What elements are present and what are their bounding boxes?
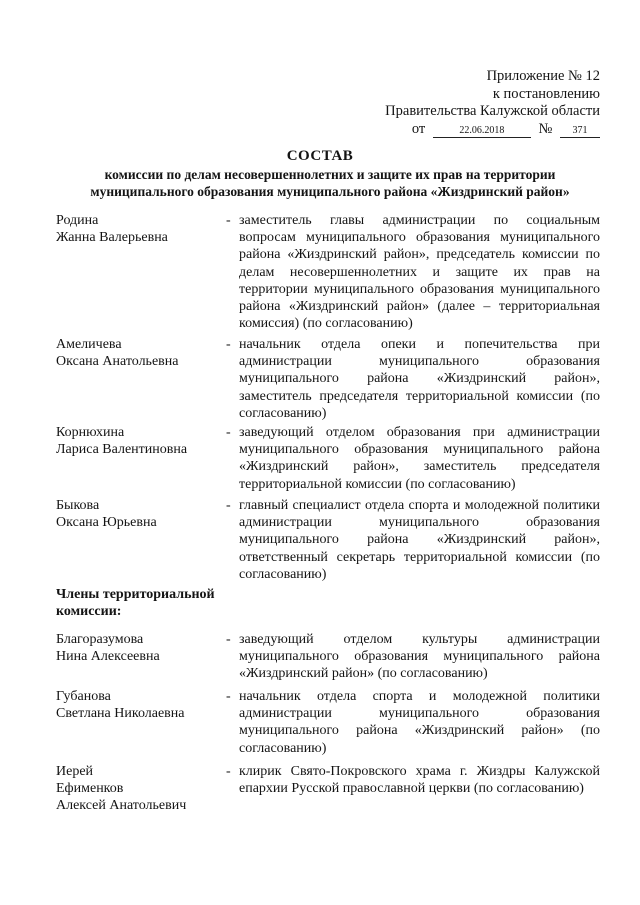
person-position: начальник отдела опеки и попечительства при администрации муниципального образования муниципального района «Жиздринский район», заместитель председателя территориальной комиссии (по согласованию) bbox=[239, 337, 600, 421]
entry-dash: - bbox=[226, 425, 231, 440]
person-position: главный специалист отдела спорта и молодежной политики администрации муниципального образования муниципального района «Жиздринский район», ответственный секретарь территориальной комиссии (по согласованию) bbox=[239, 498, 600, 582]
person-position: заведующий отделом образования при администрации муниципального образования муниципального района «Жиздринский район», заместитель председателя территориальной комиссии (по согласованию) bbox=[239, 425, 600, 492]
appendix-date-line bbox=[385, 121, 600, 139]
appendix-authority: Правительства Калужской области bbox=[385, 103, 600, 119]
person-name: Быкова Оксана Юрьевна bbox=[56, 498, 157, 531]
person-name: Иерей Ефименков Алексей Анатольевич bbox=[56, 764, 187, 814]
entry-dash: - bbox=[226, 689, 231, 704]
entry-dash: - bbox=[226, 764, 231, 779]
person-position: начальник отдела спорта и молодежной политики администрации муниципального образования муниципального района «Жиздринский район» (по согласованию) bbox=[239, 689, 600, 756]
decree-date: 22.06.2018 bbox=[433, 124, 531, 138]
person-position: заведующий отделом культуры администрации муниципального образования муниципального района «Жиздринский район» (по согласованию) bbox=[239, 632, 600, 682]
document-subtitle: комиссии по делам несовершеннолетних и защите их прав на территории муниципального образования муниципального района «Жиздринский район» bbox=[90, 167, 570, 199]
person-name: Корнюхина Лариса Валентиновна bbox=[56, 425, 188, 458]
entry-dash: - bbox=[226, 213, 231, 228]
person-name: Родина Жанна Валерьевна bbox=[56, 213, 168, 246]
person-position: клирик Свято-Покровского храма г. Жиздры Калужской епархии Русской православной церкви (по согласованию) bbox=[239, 764, 600, 797]
appendix-header bbox=[385, 68, 600, 138]
number-label: № bbox=[538, 120, 553, 137]
entry-dash: - bbox=[226, 632, 231, 647]
person-name: Амеличева Оксана Анатольевна bbox=[56, 337, 179, 370]
person-position: заместитель главы администрации по социальным вопросам муниципального образования муниципального района «Жиздринский район», председатель комиссии по делам несовершеннолетних и защите их прав на территории муниципального образования муниципального района «Жиздринский район» (далее – территориальная комиссия) (по согласованию) bbox=[239, 213, 600, 332]
entry-dash: - bbox=[226, 498, 231, 513]
entry-dash: - bbox=[226, 337, 231, 352]
decree-number: 371 bbox=[560, 124, 600, 138]
person-name: Губанова Светлана Николаевна bbox=[56, 689, 185, 722]
from-label: от bbox=[411, 120, 426, 137]
appendix-number: Приложение № 12 bbox=[486, 68, 600, 84]
appendix-reference: к постановлению bbox=[492, 85, 600, 102]
person-name: Благоразумова Нина Алексеевна bbox=[56, 632, 160, 665]
document-title: СОСТАВ bbox=[286, 148, 354, 164]
members-heading: Члены территориальной комиссии: bbox=[56, 587, 215, 619]
